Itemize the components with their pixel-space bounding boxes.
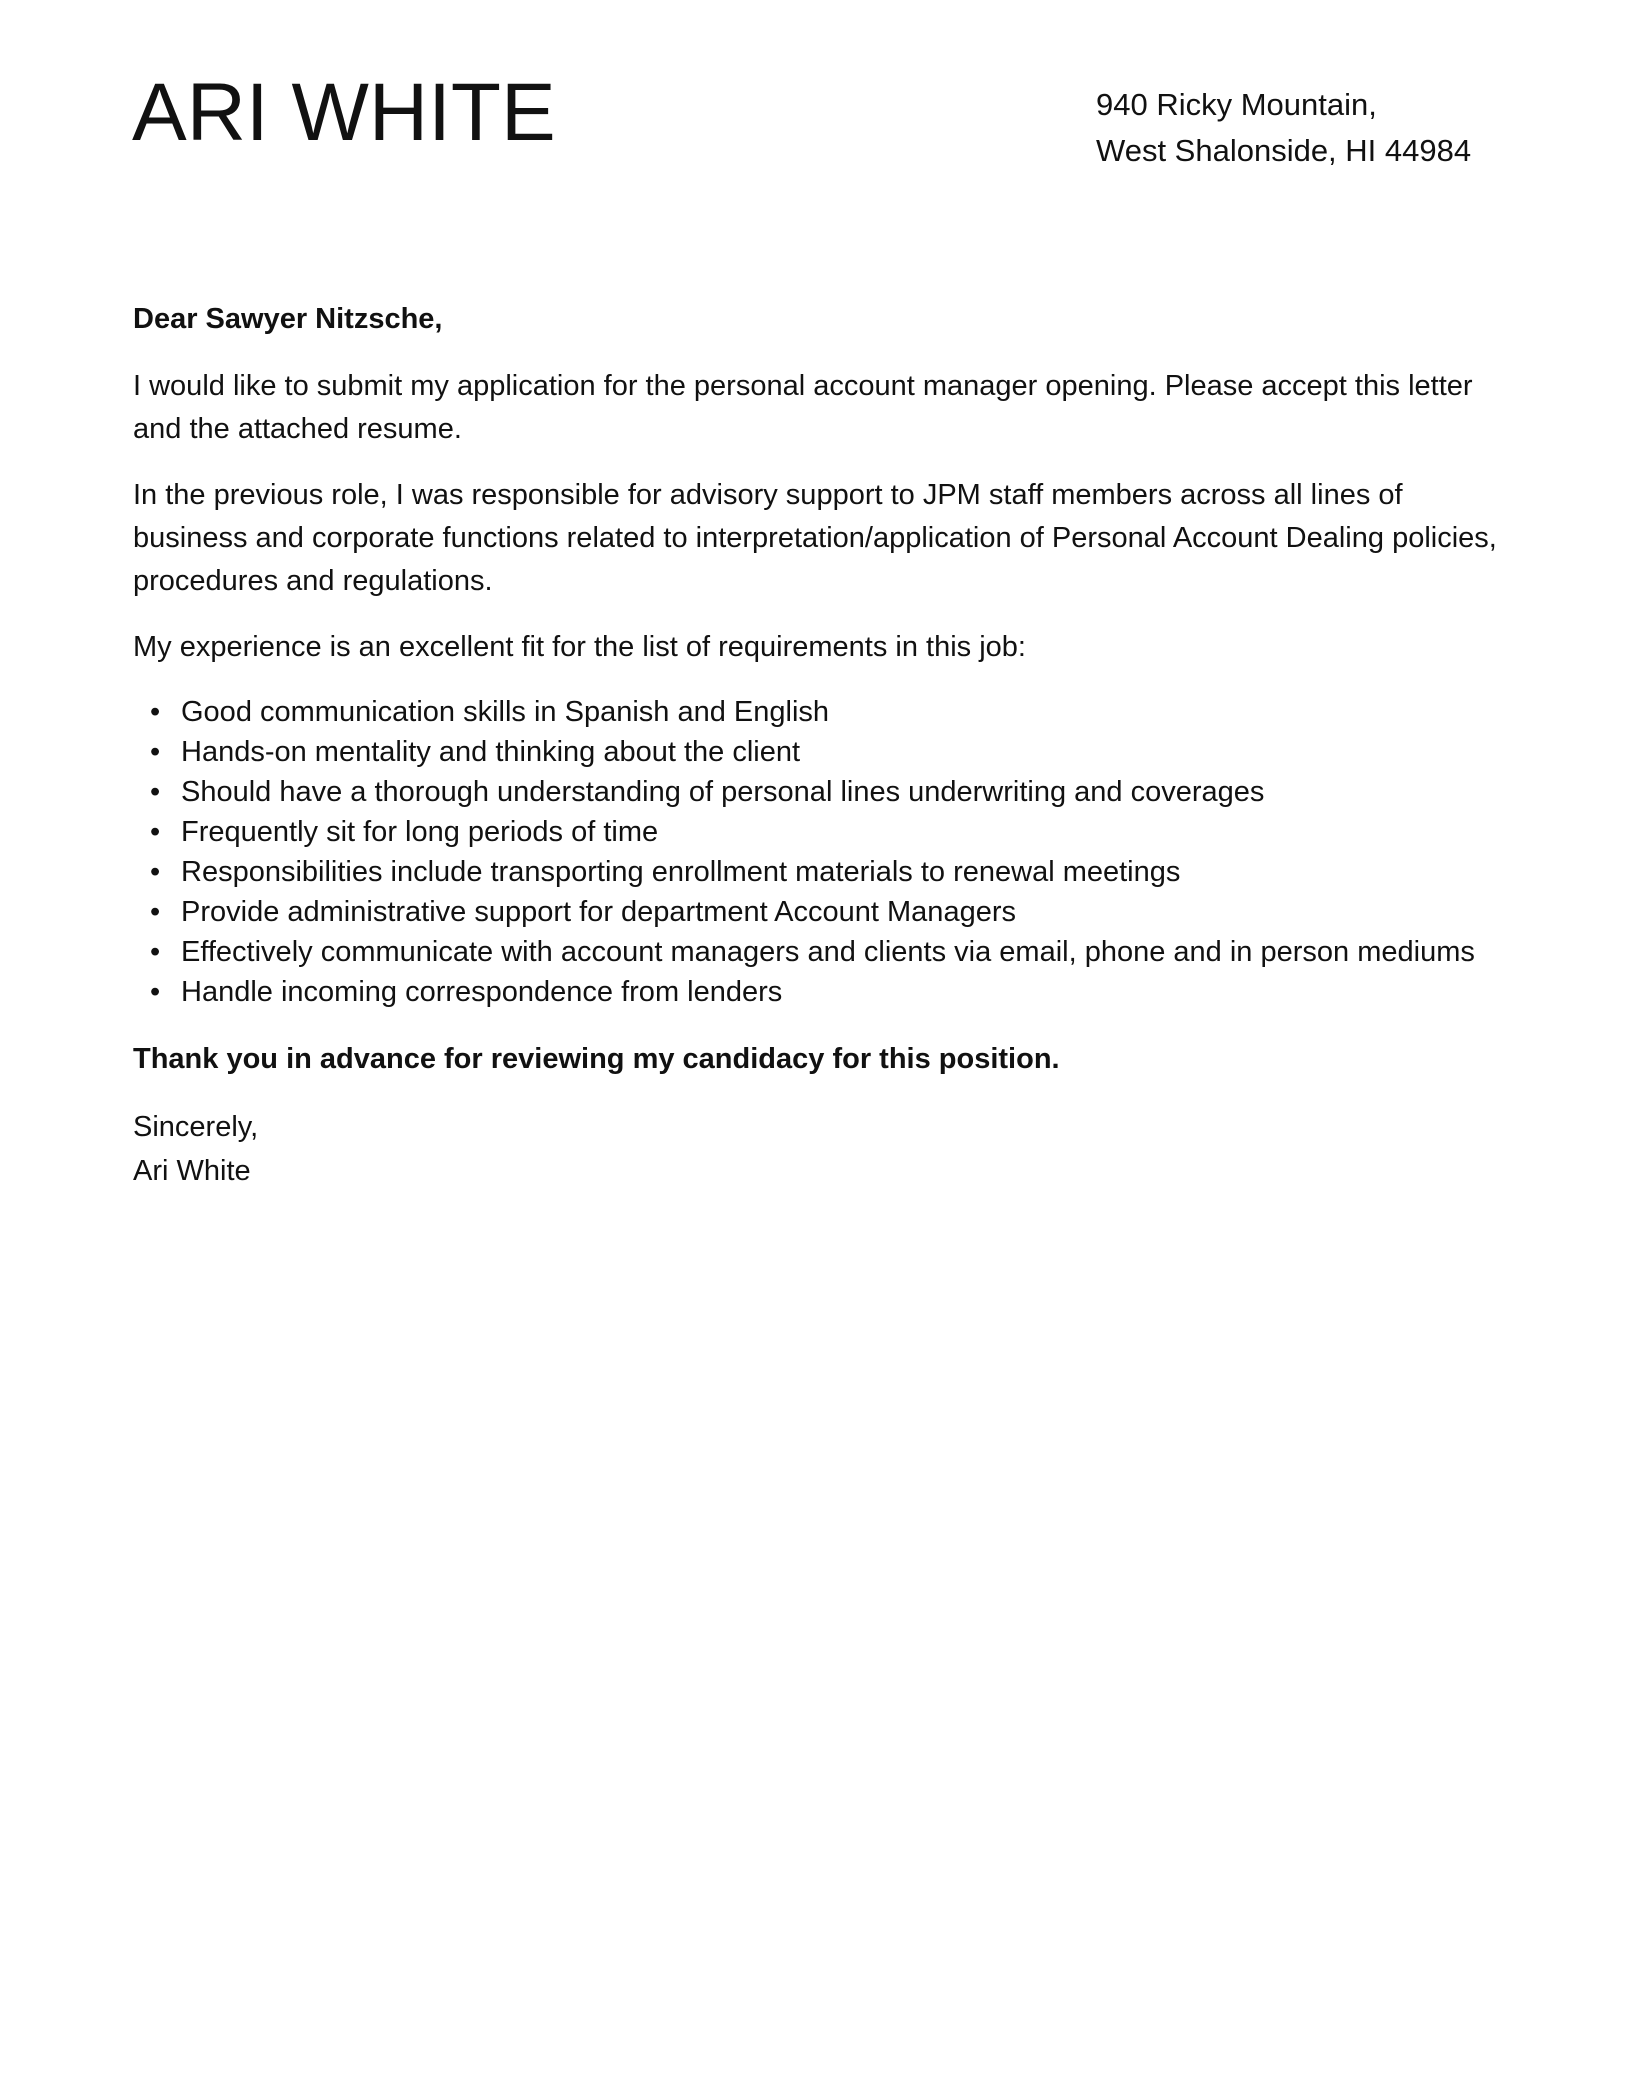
intro-paragraph: I would like to submit my application for the personal account manager opening. Please accept this letter and the attached resume. xyxy=(133,370,1473,445)
bullet-icon: • xyxy=(150,896,161,928)
bullet-icon: • xyxy=(150,776,161,808)
bullet-icon: • xyxy=(150,816,161,848)
list-item: • Good communication skills in Spanish and English xyxy=(181,692,1513,732)
experience-paragraph: In the previous role, I was responsible for advisory support to JPM staff members across all lines of business and corporate functions related to interpretation/application of Personal Account Dealing policies, procedures and regulations. xyxy=(133,479,1497,597)
bullet-icon: • xyxy=(150,936,161,968)
bullet-icon: • xyxy=(150,736,161,768)
bullet-icon: • xyxy=(150,696,161,728)
letter-body xyxy=(133,298,1513,1193)
list-item: • Effectively communicate with account managers and clients via email, phone and in person mediums xyxy=(181,932,1513,972)
signoff-block xyxy=(133,1105,1513,1193)
bullet-icon: • xyxy=(150,976,161,1008)
list-item: • Should have a thorough understanding of personal lines underwriting and coverages xyxy=(181,772,1513,812)
address-line-1: 940 Ricky Mountain, xyxy=(1096,87,1377,122)
list-item: • Handle incoming correspondence from lenders xyxy=(181,972,1513,1012)
greeting: Dear Sawyer Nitzsche, xyxy=(133,303,443,335)
signoff: Sincerely, xyxy=(133,1111,259,1143)
applicant-address xyxy=(1096,82,1471,174)
bullet-icon: • xyxy=(150,856,161,888)
list-item: • Frequently sit for long periods of time xyxy=(181,812,1513,852)
signature-name: Ari White xyxy=(133,1155,251,1187)
list-item: • Responsibilities include transporting enrollment materials to renewal meetings xyxy=(181,852,1513,892)
list-item: • Provide administrative support for department Account Managers xyxy=(181,892,1513,932)
list-item: • Hands-on mentality and thinking about the client xyxy=(181,732,1513,772)
requirements-list xyxy=(133,692,1513,1012)
closing-statement: Thank you in advance for reviewing my candidacy for this position. xyxy=(133,1043,1060,1075)
fit-paragraph: My experience is an excellent fit for the list of requirements in this job: xyxy=(133,631,1026,663)
address-line-2: West Shalonside, HI 44984 xyxy=(1096,133,1472,168)
applicant-name: ARI WHITE xyxy=(132,67,556,158)
